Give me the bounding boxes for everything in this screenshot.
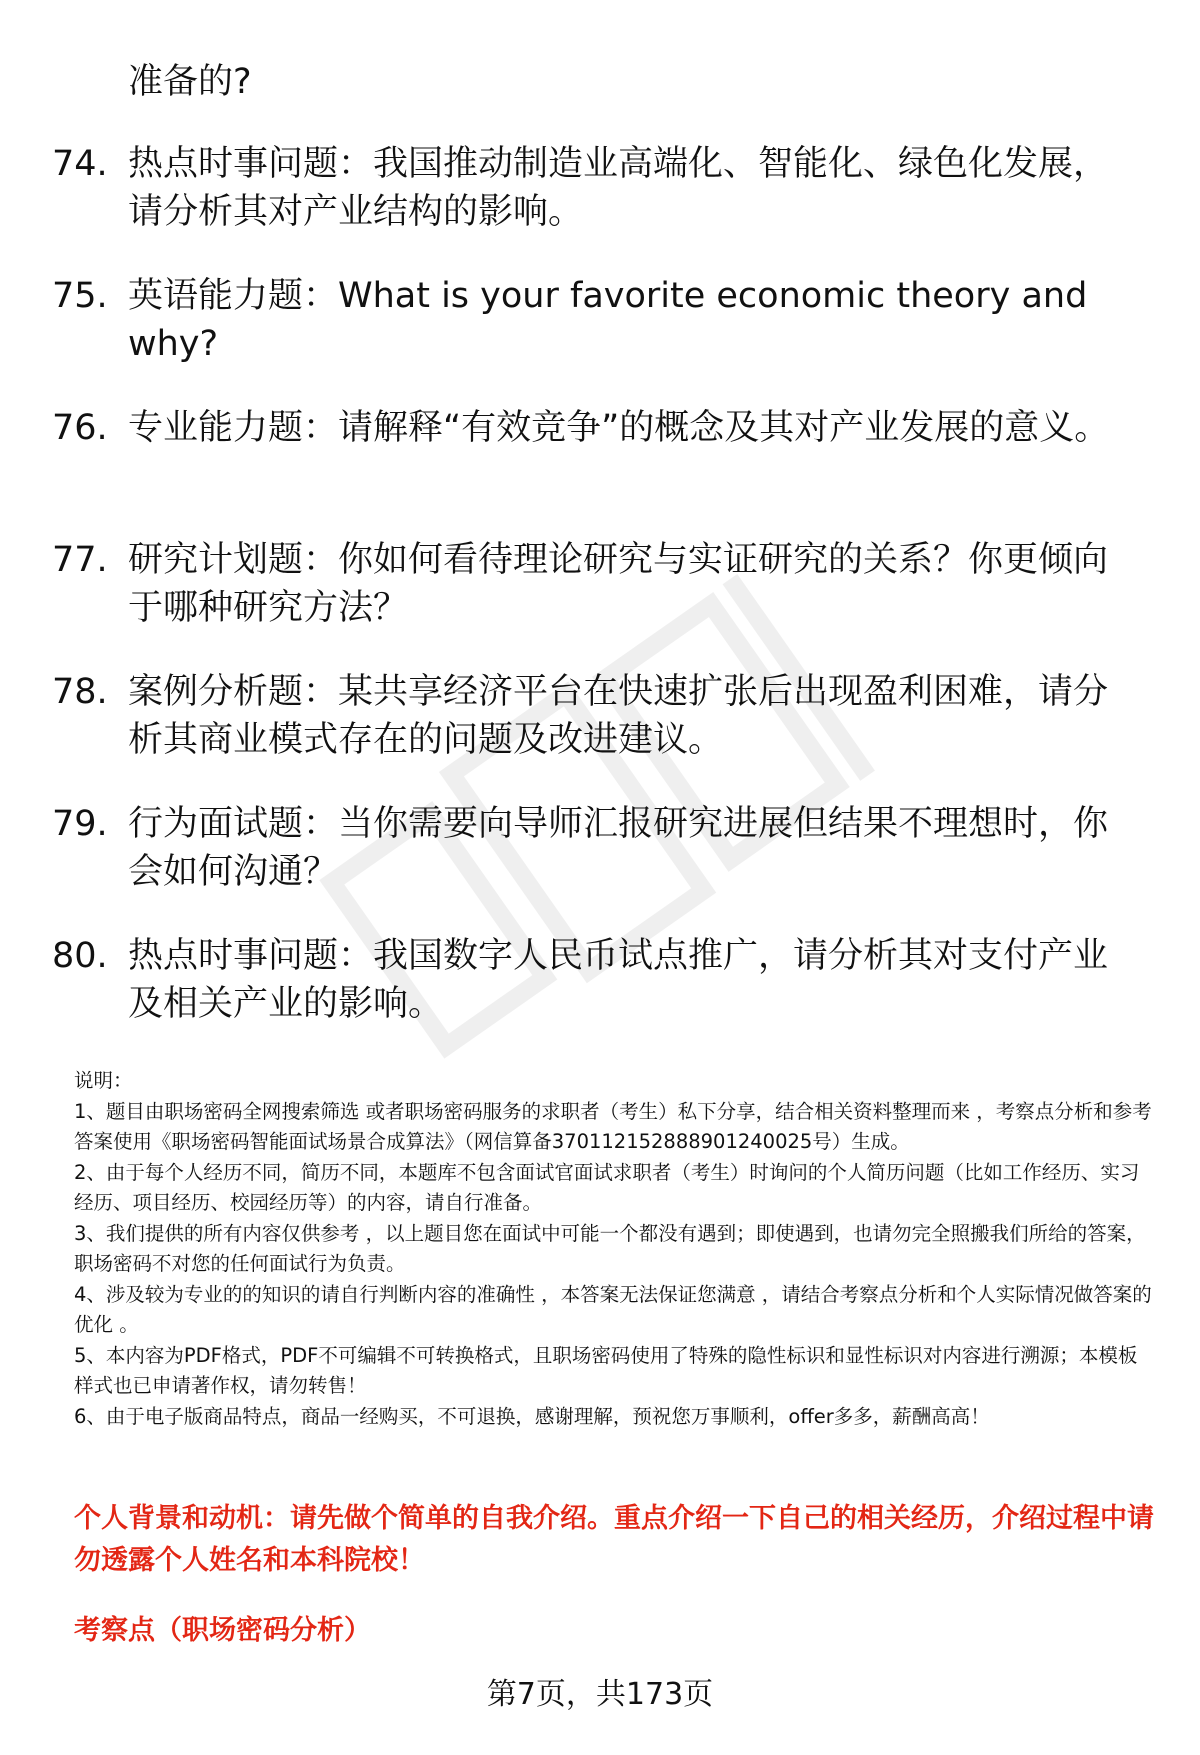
key-points-heading: 考察点（职场密码分析） (74, 1615, 371, 1646)
question-text: 英语能力题：What is your favorite economic theory and why? (128, 276, 1088, 364)
question-item (0, 272, 1200, 404)
question-text: 专业能力题：请解释“有效竞争”的概念及其对产业发展的意义。 (128, 408, 1110, 448)
question-number: 78. (52, 672, 108, 712)
question-item (0, 800, 1200, 932)
note-item: 1、题目由职场密码全网搜索筛选 或者职场密码服务的求职者（考生）私下分享，结合相关资料整理而来 ，考察点分析和参考答案使用《职场密码智能面试场景合成算法》（网信算备370112152888901240025号）生成。 (74, 1099, 1152, 1153)
page-footer: 第7页，共173页 (486, 1677, 714, 1712)
question-number: 77. (52, 540, 108, 580)
question-text: 案例分析题：某共享经济平台在快速扩张后出现盈利困难，请分析其商业模式存在的问题及改进建议。 (128, 672, 1109, 760)
question-item (0, 668, 1200, 800)
note-item: 3、我们提供的所有内容仅供参考 ，以上题目您在面试中可能一个都没有遇到；即使遇到，也请勿完全照搬我们所给的答案，职场密码不对您的任何面试行为负责。 (74, 1221, 1146, 1275)
question-item (0, 404, 1200, 536)
previous-question-continuation: 准备的? (128, 62, 252, 102)
question-text: 研究计划题：你如何看待理论研究与实证研究的关系？你更倾向于哪种研究方法？ (128, 540, 1109, 628)
question-number: 76. (52, 408, 108, 448)
question-text: 行为面试题：当你需要向导师汇报研究进展但结果不理想时，你会如何沟通？ (128, 804, 1109, 892)
question-number: 80. (52, 936, 108, 976)
note-item: 6、由于电子版商品特点，商品一经购买，不可退换，感谢理解，预祝您万事顺利，offer多多，薪酬高高！ (74, 1404, 990, 1428)
note-item: 4、涉及较为专业的的知识的请自行判断内容的准确性 ，本答案无法保证您满意 ，请结合考察点分析和个人实际情况做答案的优化 。 (74, 1282, 1152, 1336)
question-list (0, 140, 1200, 1064)
note-item: 5、本内容为PDF格式，PDF不可编辑不可转换格式，且职场密码使用了特殊的隐性标识和显性标识对内容进行溯源；本模板样式也已申请著作权，请勿转售！ (74, 1343, 1138, 1397)
question-number: 74. (52, 144, 108, 184)
question-item (0, 140, 1200, 272)
question-number: 75. (52, 276, 108, 316)
notes-section (74, 1066, 1154, 1432)
question-item (0, 536, 1200, 668)
background-heading: 个人背景和动机：请先做个简单的自我介绍。重点介绍一下自己的相关经历，介绍过程中请勿透露个人姓名和本科院校！ (74, 1503, 1154, 1576)
question-text: 热点时事问题：我国推动制造业高端化、智能化、绿色化发展，请分析其对产业结构的影响。 (128, 144, 1109, 232)
note-item: 2、由于每个人经历不同，简历不同，本题库不包含面试官面试求职者（考生）时询问的个人简历问题（比如工作经历、实习经历、项目经历、校园经历等）的内容，请自行准备。 (74, 1160, 1140, 1214)
question-number: 79. (52, 804, 108, 844)
notes-title: 说明： (74, 1069, 133, 1092)
question-item (0, 932, 1200, 1064)
question-text: 热点时事问题：我国数字人民币试点推广，请分析其对支付产业及相关产业的影响。 (128, 936, 1109, 1024)
